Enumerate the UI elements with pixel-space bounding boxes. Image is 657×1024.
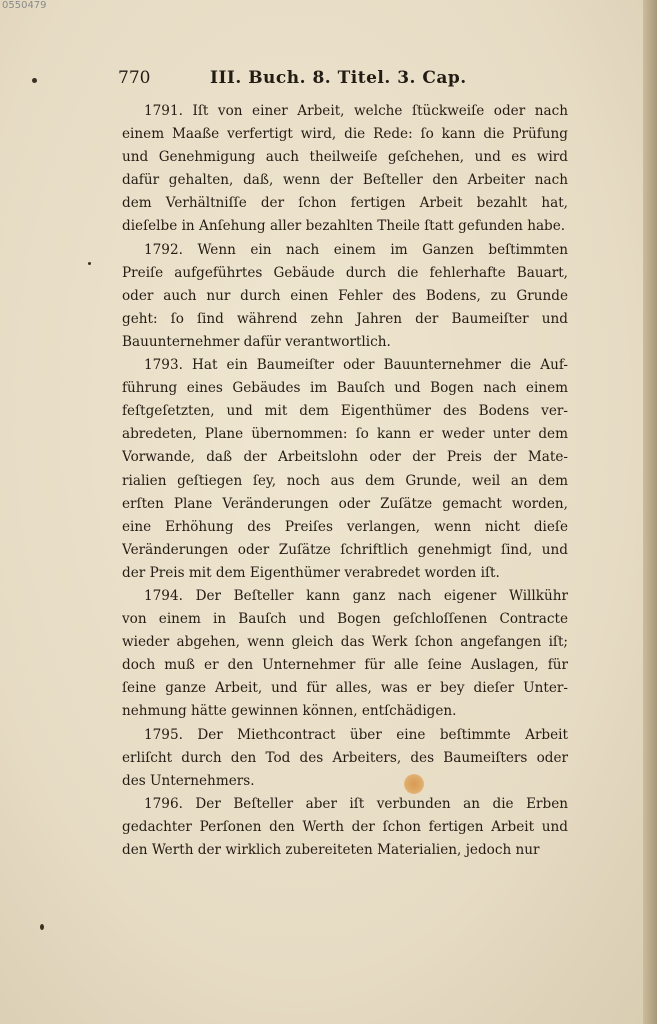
paragraph bbox=[122, 354, 568, 585]
text-line: führung eines Gebäudes im Bauſch und Bogen nach einem bbox=[122, 380, 568, 397]
text-line: 1792. Wenn ein nach einem im Ganzen beſtimmten bbox=[144, 241, 568, 258]
text-line: von einem in Bauſch und Bogen geſchloſſenen Contracte bbox=[122, 611, 568, 628]
text-line: doch muß er den Unternehmer für alle ſeine Auslagen, für bbox=[122, 657, 568, 674]
stain bbox=[404, 774, 424, 794]
text-line: oder auch nur durch einen Fehler des Bodens, zu Grunde bbox=[122, 287, 568, 304]
text-line: der Preis mit dem Eigenthümer verabredet worden iſt. bbox=[122, 564, 500, 581]
body-text bbox=[122, 100, 568, 862]
paragraph bbox=[122, 793, 568, 862]
paragraph bbox=[122, 100, 568, 239]
text-line: dem Verhältniſſe der ſchon fertigen Arbeit bezahlt hat, bbox=[122, 195, 568, 212]
text-line: gedachter Perſonen den Werth der ſchon fertigen Arbeit und bbox=[122, 818, 568, 835]
text-line: geht: ſo ſind während zehn Jahren der Baumeiſter und bbox=[122, 310, 568, 327]
page-edge bbox=[643, 0, 657, 1024]
text-line: abredeten, Plane übernommen: ſo kann er weder unter dem bbox=[122, 426, 568, 443]
scan-id-stamp: 0550479 bbox=[2, 0, 47, 11]
text-line: nehmung hätte gewinnen können, entſchädigen. bbox=[122, 703, 457, 720]
text-line: 1796. Der Beſteller aber iſt verbunden an die Erben bbox=[144, 795, 568, 812]
text-line: dieſelbe in Anſehung aller bezahlten Theile ſtatt gefunden habe. bbox=[122, 218, 566, 235]
page-number: 770 bbox=[118, 68, 151, 88]
text-line: ſeine ganze Arbeit, und für alles, was er bey dieſer Unter- bbox=[122, 680, 568, 697]
text-line: feſtgeſetzten, und mit dem Eigenthümer des Bodens ver- bbox=[122, 403, 568, 420]
text-line: wieder abgehen, wenn gleich das Werk ſchon angefangen iſt; bbox=[122, 634, 568, 651]
text-line: erliſcht durch den Tod des Arbeiters, des Baumeiſters oder bbox=[122, 749, 568, 766]
text-line: 1791. Iſt von einer Arbeit, welche ſtückweiſe oder nach bbox=[144, 103, 568, 119]
speck bbox=[32, 78, 37, 83]
text-line: Preiſe aufgeführtes Gebäude durch die fehlerhafte Bauart, bbox=[122, 264, 568, 281]
paragraph bbox=[122, 585, 568, 724]
text-line: eine Erhöhung des Preiſes verlangen, wenn nicht dieſe bbox=[122, 518, 568, 535]
text-line: 1793. Hat ein Baumeiſter oder Bauunternehmer die Auf- bbox=[144, 357, 568, 374]
running-title: III. Buch. 8. Titel. 3. Cap. bbox=[210, 68, 467, 88]
text-line: 1795. Der Miethcontract über eine beſtimmte Arbeit bbox=[144, 726, 568, 743]
speck bbox=[40, 924, 44, 930]
text-line: einem Maaße verfertigt wird, die Rede: ſo kann die Prüfung bbox=[122, 126, 568, 143]
text-line: Veränderungen oder Zuſätze ſchriftlich genehmigt ſind, und bbox=[122, 541, 568, 558]
text-line: Vorwande, daß der Arbeitslohn oder der Preis der Mate- bbox=[122, 449, 568, 466]
text-line: Bauunternehmer dafür verantwortlich. bbox=[122, 333, 391, 350]
text-line: den Werth der wirklich zubereiteten Materialien, jedoch nur bbox=[122, 842, 540, 858]
text-line: 1794. Der Beſteller kann ganz nach eigener Willkühr bbox=[144, 587, 568, 604]
speck bbox=[88, 262, 91, 265]
text-line: des Unternehmers. bbox=[122, 772, 255, 789]
text-line: dafür gehalten, daß, wenn der Beſteller den Arbeiter nach bbox=[122, 172, 568, 189]
paragraph bbox=[122, 239, 568, 354]
paragraph bbox=[122, 724, 568, 793]
page-header bbox=[118, 68, 578, 92]
text-line: rialien geſtiegen ſey, noch aus dem Grunde, weil an dem bbox=[122, 472, 568, 489]
text-line: erſten Plane Veränderungen oder Zuſätze gemacht worden, bbox=[122, 495, 568, 512]
text-line: und Genehmigung auch theilweiſe geſchehen, und es wird bbox=[122, 149, 568, 166]
